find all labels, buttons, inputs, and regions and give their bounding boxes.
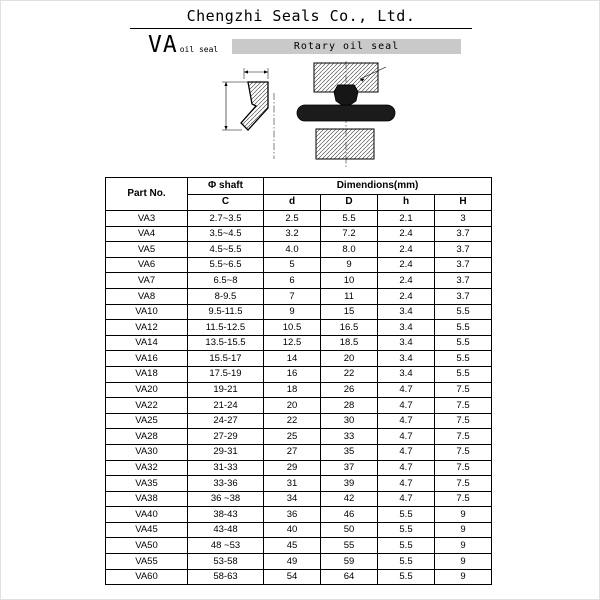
part-no-cell: VA14 xyxy=(106,335,188,351)
value-cell: 9 xyxy=(435,569,492,585)
value-cell: 21-24 xyxy=(188,398,264,414)
part-no-cell: VA35 xyxy=(106,476,188,492)
seal-installation-diagram xyxy=(294,59,399,176)
table-row xyxy=(106,366,492,382)
value-cell: 9 xyxy=(435,522,492,538)
value-cell: 3.7 xyxy=(435,242,492,258)
value-cell: 5.5 xyxy=(435,335,492,351)
value-cell: 49 xyxy=(264,554,321,570)
value-cell: 11 xyxy=(321,288,378,304)
dimensions-table xyxy=(105,177,492,585)
value-cell: 42 xyxy=(321,491,378,507)
part-no-cell: VA18 xyxy=(106,366,188,382)
part-no-cell: VA25 xyxy=(106,413,188,429)
value-cell: 4.7 xyxy=(378,398,435,414)
value-cell: 8.0 xyxy=(321,242,378,258)
subheader-D: D xyxy=(321,194,378,211)
value-cell: 3.4 xyxy=(378,366,435,382)
table-row xyxy=(106,273,492,289)
value-cell: 22 xyxy=(264,413,321,429)
header-row-1 xyxy=(106,178,492,195)
value-cell: 22 xyxy=(321,366,378,382)
value-cell: 7.5 xyxy=(435,476,492,492)
value-cell: 9 xyxy=(435,538,492,554)
value-cell: 5 xyxy=(264,257,321,273)
table-row xyxy=(106,288,492,304)
subheader-H: H xyxy=(435,194,492,211)
value-cell: 2.4 xyxy=(378,226,435,242)
part-no-cell: VA55 xyxy=(106,554,188,570)
value-cell: 13.5-15.5 xyxy=(188,335,264,351)
value-cell: 5.5 xyxy=(378,507,435,523)
part-no-cell: VA16 xyxy=(106,351,188,367)
subheader-d: d xyxy=(264,194,321,211)
part-no-cell: VA60 xyxy=(106,569,188,585)
value-cell: 10.5 xyxy=(264,320,321,336)
table-body xyxy=(106,211,492,585)
value-cell: 35 xyxy=(321,444,378,460)
value-cell: 48 ~53 xyxy=(188,538,264,554)
table-row xyxy=(106,304,492,320)
value-cell: 14 xyxy=(264,351,321,367)
value-cell: 2.4 xyxy=(378,242,435,258)
value-cell: 2.1 xyxy=(378,211,435,227)
table-row xyxy=(106,554,492,570)
part-no-cell: VA10 xyxy=(106,304,188,320)
part-no-cell: VA8 xyxy=(106,288,188,304)
value-cell: 4.7 xyxy=(378,413,435,429)
part-no-cell: VA12 xyxy=(106,320,188,336)
value-cell: 5.5 xyxy=(435,320,492,336)
part-no-cell: VA40 xyxy=(106,507,188,523)
housing-bottom xyxy=(316,129,374,159)
value-cell: 7 xyxy=(264,288,321,304)
value-cell: 54 xyxy=(264,569,321,585)
value-cell: 7.5 xyxy=(435,398,492,414)
value-cell: 6.5~8 xyxy=(188,273,264,289)
value-cell: 45 xyxy=(264,538,321,554)
seal-installation-drawing xyxy=(294,59,399,171)
value-cell: 43-48 xyxy=(188,522,264,538)
value-cell: 2.4 xyxy=(378,273,435,289)
value-cell: 5.5 xyxy=(435,366,492,382)
value-cell: 5.5~6.5 xyxy=(188,257,264,273)
value-cell: 9 xyxy=(321,257,378,273)
part-no-cell: VA3 xyxy=(106,211,188,227)
value-cell: 5.5 xyxy=(321,211,378,227)
value-cell: 4.5~5.5 xyxy=(188,242,264,258)
table-header xyxy=(106,178,492,211)
value-cell: 3.2 xyxy=(264,226,321,242)
value-cell: 3.7 xyxy=(435,257,492,273)
part-no-cell: VA6 xyxy=(106,257,188,273)
seal-cross-section-diagram xyxy=(214,65,286,170)
subheader-C: C xyxy=(188,194,264,211)
table-row xyxy=(106,398,492,414)
value-cell: 8-9.5 xyxy=(188,288,264,304)
title-underline xyxy=(130,28,472,29)
value-cell: 7.5 xyxy=(435,429,492,445)
part-no-cell: VA7 xyxy=(106,273,188,289)
table-row xyxy=(106,382,492,398)
value-cell: 10 xyxy=(321,273,378,289)
table-row xyxy=(106,429,492,445)
seal-profile-drawing xyxy=(214,65,286,165)
value-cell: 5.5 xyxy=(435,304,492,320)
value-cell: 46 xyxy=(321,507,378,523)
part-no-cell: VA38 xyxy=(106,491,188,507)
value-cell: 25 xyxy=(264,429,321,445)
part-no-cell: VA30 xyxy=(106,444,188,460)
part-no-cell: VA32 xyxy=(106,460,188,476)
value-cell: 7.5 xyxy=(435,491,492,507)
value-cell: 12.5 xyxy=(264,335,321,351)
table-row xyxy=(106,413,492,429)
value-cell: 24-27 xyxy=(188,413,264,429)
part-no-cell: VA5 xyxy=(106,242,188,258)
value-cell: 3.5~4.5 xyxy=(188,226,264,242)
product-suffix: oil seal xyxy=(179,45,219,54)
part-no-cell: VA28 xyxy=(106,429,188,445)
value-cell: 33-36 xyxy=(188,476,264,492)
value-cell: 7.5 xyxy=(435,413,492,429)
table-row xyxy=(106,257,492,273)
value-cell: 18.5 xyxy=(321,335,378,351)
value-cell: 2.5 xyxy=(264,211,321,227)
value-cell: 5.5 xyxy=(378,538,435,554)
value-cell: 29-31 xyxy=(188,444,264,460)
value-cell: 5.5 xyxy=(378,522,435,538)
value-cell: 7.5 xyxy=(435,460,492,476)
value-cell: 3.4 xyxy=(378,351,435,367)
table-row xyxy=(106,476,492,492)
value-cell: 20 xyxy=(321,351,378,367)
table-row xyxy=(106,522,492,538)
value-cell: 4.7 xyxy=(378,444,435,460)
value-cell: 53-58 xyxy=(188,554,264,570)
value-cell: 9 xyxy=(264,304,321,320)
value-cell: 4.7 xyxy=(378,382,435,398)
seal-profile-shape xyxy=(241,82,268,130)
value-cell: 30 xyxy=(321,413,378,429)
value-cell: 33 xyxy=(321,429,378,445)
value-cell: 15 xyxy=(321,304,378,320)
value-cell: 58-63 xyxy=(188,569,264,585)
part-no-cell: VA50 xyxy=(106,538,188,554)
value-cell: 4.7 xyxy=(378,429,435,445)
value-cell: 3.4 xyxy=(378,335,435,351)
value-cell: 4.7 xyxy=(378,491,435,507)
value-cell: 59 xyxy=(321,554,378,570)
value-cell: 40 xyxy=(264,522,321,538)
header-dimensions: Dimendions(mm) xyxy=(264,178,492,195)
value-cell: 29 xyxy=(264,460,321,476)
table-row xyxy=(106,569,492,585)
value-cell: 9 xyxy=(435,507,492,523)
table-row xyxy=(106,226,492,242)
v-ring-seal xyxy=(334,85,358,105)
part-no-cell: VA4 xyxy=(106,226,188,242)
value-cell: 7.5 xyxy=(435,382,492,398)
value-cell: 7.2 xyxy=(321,226,378,242)
table-row xyxy=(106,460,492,476)
value-cell: 64 xyxy=(321,569,378,585)
value-cell: 27 xyxy=(264,444,321,460)
value-cell: 5.5 xyxy=(378,554,435,570)
value-cell: 5.5 xyxy=(378,569,435,585)
header-shaft: Φ shaft xyxy=(188,178,264,195)
value-cell: 2.4 xyxy=(378,288,435,304)
value-cell: 3.4 xyxy=(378,320,435,336)
value-cell: 17.5-19 xyxy=(188,366,264,382)
value-cell: 9 xyxy=(435,554,492,570)
table-row xyxy=(106,320,492,336)
product-label xyxy=(148,32,218,58)
table-row xyxy=(106,538,492,554)
value-cell: 16.5 xyxy=(321,320,378,336)
company-title: Chengzhi Seals Co., Ltd. xyxy=(186,7,416,25)
value-cell: 36 ~38 xyxy=(188,491,264,507)
value-cell: 9.5-11.5 xyxy=(188,304,264,320)
value-cell: 20 xyxy=(264,398,321,414)
value-cell: 6 xyxy=(264,273,321,289)
value-cell: 4.7 xyxy=(378,460,435,476)
value-cell: 15.5-17 xyxy=(188,351,264,367)
value-cell: 3.4 xyxy=(378,304,435,320)
value-cell: 28 xyxy=(321,398,378,414)
table-row xyxy=(106,335,492,351)
value-cell: 3.7 xyxy=(435,273,492,289)
header-part-no: Part No. xyxy=(106,178,188,211)
value-cell: 50 xyxy=(321,522,378,538)
value-cell: 4.7 xyxy=(378,476,435,492)
part-no-cell: VA45 xyxy=(106,522,188,538)
part-no-cell: VA20 xyxy=(106,382,188,398)
value-cell: 38-43 xyxy=(188,507,264,523)
table-row xyxy=(106,211,492,227)
value-cell: 31 xyxy=(264,476,321,492)
value-cell: 37 xyxy=(321,460,378,476)
value-cell: 3.7 xyxy=(435,226,492,242)
value-cell: 3 xyxy=(435,211,492,227)
value-cell: 36 xyxy=(264,507,321,523)
value-cell: 5.5 xyxy=(435,351,492,367)
table-row xyxy=(106,351,492,367)
value-cell: 31-33 xyxy=(188,460,264,476)
table-row xyxy=(106,507,492,523)
value-cell: 34 xyxy=(264,491,321,507)
table-row xyxy=(106,491,492,507)
value-cell: 16 xyxy=(264,366,321,382)
shaft xyxy=(297,105,395,121)
subheader-h: h xyxy=(378,194,435,211)
value-cell: 2.4 xyxy=(378,257,435,273)
value-cell: 27-29 xyxy=(188,429,264,445)
product-banner: Rotary oil seal xyxy=(232,39,461,54)
value-cell: 7.5 xyxy=(435,444,492,460)
value-cell: 11.5-12.5 xyxy=(188,320,264,336)
value-cell: 55 xyxy=(321,538,378,554)
value-cell: 18 xyxy=(264,382,321,398)
value-cell: 39 xyxy=(321,476,378,492)
value-cell: 3.7 xyxy=(435,288,492,304)
value-cell: 4.0 xyxy=(264,242,321,258)
value-cell: 2.7~3.5 xyxy=(188,211,264,227)
part-no-cell: VA22 xyxy=(106,398,188,414)
table-row xyxy=(106,242,492,258)
value-cell: 26 xyxy=(321,382,378,398)
value-cell: 19-21 xyxy=(188,382,264,398)
table-row xyxy=(106,444,492,460)
product-code: VA xyxy=(148,32,178,58)
